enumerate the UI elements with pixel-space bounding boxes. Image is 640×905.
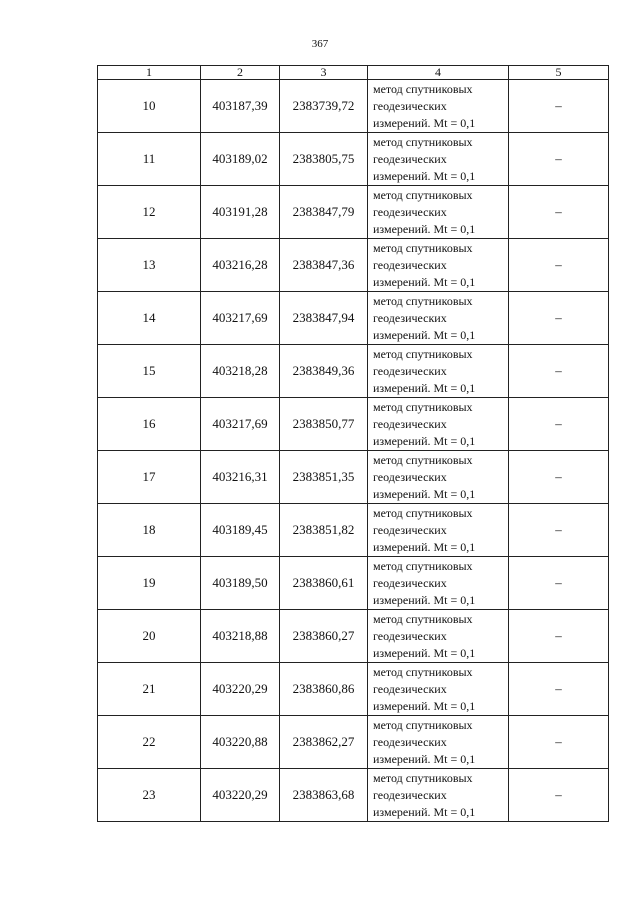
column5-cell: –	[509, 133, 609, 186]
y-coordinate-cell: 2383805,75	[280, 133, 368, 186]
table-row	[98, 80, 609, 133]
method-line: метод спутниковых	[373, 187, 473, 202]
table-row	[98, 557, 609, 610]
method-line: метод спутниковых	[373, 717, 473, 732]
table-row	[98, 398, 609, 451]
column-header: 4	[368, 66, 509, 80]
method-cell	[368, 610, 509, 663]
y-coordinate-cell: 2383863,68	[280, 769, 368, 822]
method-line: измерений. Mt = 0,1	[373, 327, 476, 342]
method-cell	[368, 398, 509, 451]
point-number-cell: 15	[98, 345, 201, 398]
method-line: измерений. Mt = 0,1	[373, 592, 476, 607]
column5-cell: –	[509, 80, 609, 133]
column5-cell: –	[509, 610, 609, 663]
method-line: геодезических	[373, 628, 447, 643]
method-line: метод спутниковых	[373, 558, 473, 573]
y-coordinate-cell: 2383847,94	[280, 292, 368, 345]
y-coordinate-cell: 2383862,27	[280, 716, 368, 769]
method-cell	[368, 133, 509, 186]
table-row	[98, 186, 609, 239]
method-line: метод спутниковых	[373, 452, 473, 467]
table-row	[98, 292, 609, 345]
method-cell	[368, 716, 509, 769]
method-cell	[368, 186, 509, 239]
method-line: геодезических	[373, 257, 447, 272]
method-cell	[368, 769, 509, 822]
y-coordinate-cell: 2383860,86	[280, 663, 368, 716]
method-line: измерений. Mt = 0,1	[373, 274, 476, 289]
column5-cell: –	[509, 292, 609, 345]
column5-cell: –	[509, 557, 609, 610]
x-coordinate-cell: 403220,29	[201, 663, 280, 716]
x-coordinate-cell: 403189,45	[201, 504, 280, 557]
column5-cell: –	[509, 769, 609, 822]
method-line: геодезических	[373, 734, 447, 749]
point-number-cell: 18	[98, 504, 201, 557]
x-coordinate-cell: 403218,88	[201, 610, 280, 663]
method-line: измерений. Mt = 0,1	[373, 486, 476, 501]
method-line: геодезических	[373, 575, 447, 590]
column5-cell: –	[509, 186, 609, 239]
method-line: измерений. Mt = 0,1	[373, 221, 476, 236]
y-coordinate-cell: 2383850,77	[280, 398, 368, 451]
table-row	[98, 663, 609, 716]
point-number-cell: 22	[98, 716, 201, 769]
point-number-cell: 12	[98, 186, 201, 239]
method-line: метод спутниковых	[373, 293, 473, 308]
y-coordinate-cell: 2383739,72	[280, 80, 368, 133]
table-row	[98, 716, 609, 769]
method-line: метод спутниковых	[373, 664, 473, 679]
coordinates-table	[97, 65, 609, 822]
column5-cell: –	[509, 398, 609, 451]
column5-cell: –	[509, 239, 609, 292]
method-line: геодезических	[373, 522, 447, 537]
method-line: геодезических	[373, 151, 447, 166]
method-line: измерений. Mt = 0,1	[373, 380, 476, 395]
y-coordinate-cell: 2383860,27	[280, 610, 368, 663]
method-line: измерений. Mt = 0,1	[373, 433, 476, 448]
y-coordinate-cell: 2383851,35	[280, 451, 368, 504]
table-row	[98, 451, 609, 504]
table-row	[98, 610, 609, 663]
point-number-cell: 13	[98, 239, 201, 292]
method-line: измерений. Mt = 0,1	[373, 751, 476, 766]
column-header: 5	[509, 66, 609, 80]
method-line: измерений. Mt = 0,1	[373, 698, 476, 713]
method-cell	[368, 80, 509, 133]
x-coordinate-cell: 403217,69	[201, 398, 280, 451]
column5-cell: –	[509, 451, 609, 504]
table-header-row	[98, 66, 609, 80]
method-line: геодезических	[373, 787, 447, 802]
method-cell	[368, 345, 509, 398]
method-line: метод спутниковых	[373, 505, 473, 520]
point-number-cell: 19	[98, 557, 201, 610]
method-line: измерений. Mt = 0,1	[373, 539, 476, 554]
method-cell	[368, 451, 509, 504]
method-line: геодезических	[373, 363, 447, 378]
x-coordinate-cell: 403216,31	[201, 451, 280, 504]
x-coordinate-cell: 403220,88	[201, 716, 280, 769]
point-number-cell: 14	[98, 292, 201, 345]
x-coordinate-cell: 403216,28	[201, 239, 280, 292]
point-number-cell: 20	[98, 610, 201, 663]
x-coordinate-cell: 403189,50	[201, 557, 280, 610]
point-number-cell: 10	[98, 80, 201, 133]
point-number-cell: 17	[98, 451, 201, 504]
method-cell	[368, 239, 509, 292]
method-line: измерений. Mt = 0,1	[373, 804, 476, 819]
point-number-cell: 16	[98, 398, 201, 451]
x-coordinate-cell: 403218,28	[201, 345, 280, 398]
column-header: 2	[201, 66, 280, 80]
x-coordinate-cell: 403191,28	[201, 186, 280, 239]
x-coordinate-cell: 403189,02	[201, 133, 280, 186]
column-header: 3	[280, 66, 368, 80]
method-line: метод спутниковых	[373, 81, 473, 96]
method-line: геодезических	[373, 204, 447, 219]
column5-cell: –	[509, 663, 609, 716]
y-coordinate-cell: 2383847,36	[280, 239, 368, 292]
x-coordinate-cell: 403220,29	[201, 769, 280, 822]
table-row	[98, 133, 609, 186]
method-line: метод спутниковых	[373, 240, 473, 255]
column-header: 1	[98, 66, 201, 80]
method-line: геодезических	[373, 681, 447, 696]
method-line: геодезических	[373, 310, 447, 325]
method-line: измерений. Mt = 0,1	[373, 168, 476, 183]
page-number: 367	[311, 38, 329, 50]
table-row	[98, 239, 609, 292]
point-number-cell: 23	[98, 769, 201, 822]
table-row	[98, 769, 609, 822]
table-row	[98, 504, 609, 557]
method-line: геодезических	[373, 98, 447, 113]
method-line: метод спутниковых	[373, 611, 473, 626]
column5-cell: –	[509, 345, 609, 398]
method-line: измерений. Mt = 0,1	[373, 645, 476, 660]
table-body	[98, 80, 609, 822]
method-line: геодезических	[373, 416, 447, 431]
table-row	[98, 345, 609, 398]
method-cell	[368, 557, 509, 610]
method-line: метод спутниковых	[373, 134, 473, 149]
y-coordinate-cell: 2383849,36	[280, 345, 368, 398]
column5-cell: –	[509, 716, 609, 769]
method-cell	[368, 504, 509, 557]
column5-cell: –	[509, 504, 609, 557]
y-coordinate-cell: 2383860,61	[280, 557, 368, 610]
method-line: метод спутниковых	[373, 399, 473, 414]
point-number-cell: 11	[98, 133, 201, 186]
x-coordinate-cell: 403187,39	[201, 80, 280, 133]
point-number-cell: 21	[98, 663, 201, 716]
method-line: измерений. Mt = 0,1	[373, 115, 476, 130]
method-line: метод спутниковых	[373, 770, 473, 785]
method-cell	[368, 292, 509, 345]
y-coordinate-cell: 2383851,82	[280, 504, 368, 557]
method-line: метод спутниковых	[373, 346, 473, 361]
method-line: геодезических	[373, 469, 447, 484]
method-cell	[368, 663, 509, 716]
x-coordinate-cell: 403217,69	[201, 292, 280, 345]
y-coordinate-cell: 2383847,79	[280, 186, 368, 239]
